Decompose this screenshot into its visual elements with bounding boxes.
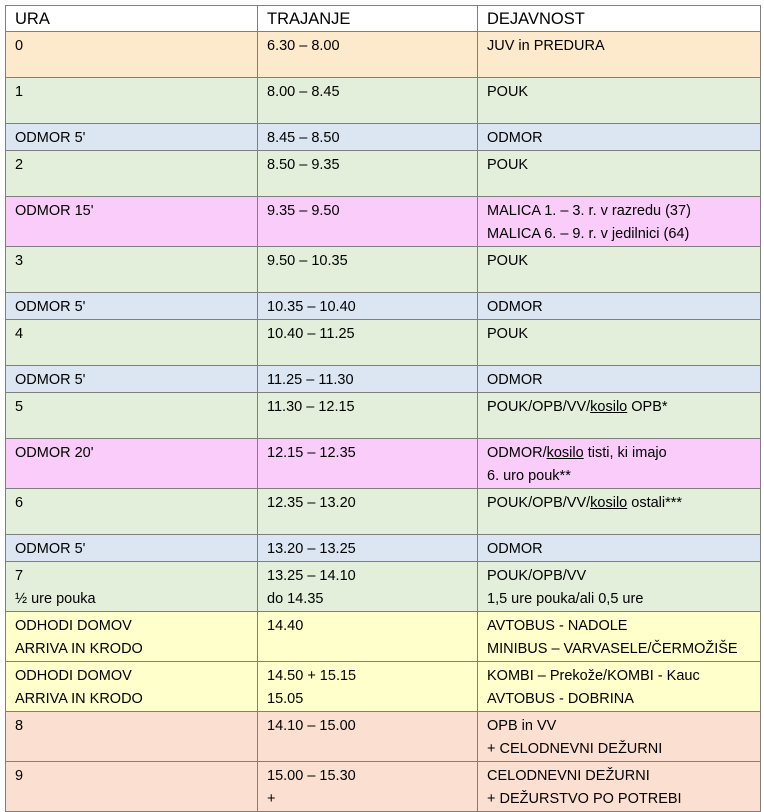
cell-line: 9.50 – 10.35 [267,253,348,269]
table-row [6,439,761,489]
cell-line: POUK [487,326,529,342]
cell-ura [6,151,258,197]
cell-text: ODMOR/ [487,445,547,461]
cell-line: ODMOR 20' [15,445,94,461]
cell-trajanje [258,712,478,762]
cell-trajanje [258,293,478,320]
cell-dejavnost [478,489,761,535]
cell-line: ODMOR [487,130,543,146]
cell-line: 8.00 – 8.45 [267,84,340,100]
cell-line: POUK/OPB/VV [487,568,587,584]
cell-ura [6,612,258,662]
cell-line: 10.35 – 10.40 [267,299,356,315]
cell-line: POUK [487,84,529,100]
cell-dejavnost [478,247,761,293]
cell-trajanje [258,612,478,662]
cell-text: OPB* [627,399,668,415]
cell-line: + [267,791,276,807]
cell-line: 14.10 – 15.00 [267,718,356,734]
cell-line [487,492,760,515]
cell-trajanje [258,393,478,439]
underlined-text: kosilo [546,445,584,461]
cell-text: POUK/OPB/VV/ [487,495,591,511]
cell-ura [6,320,258,366]
table-row [6,366,761,393]
cell-ura [6,662,258,712]
cell-line: 9 [15,768,24,784]
cell-line: ½ ure pouka [15,591,96,607]
table-row [6,489,761,535]
table-row [6,535,761,562]
cell-ura [6,293,258,320]
table-row [6,562,761,612]
cell-dejavnost [478,320,761,366]
cell-line [487,442,760,465]
cell-line: ODMOR 5' [15,372,86,388]
cell-trajanje [258,489,478,535]
table-row [6,78,761,124]
cell-dejavnost [478,562,761,612]
cell-line: MALICA 1. – 3. r. v razredu (37) [487,203,691,219]
cell-trajanje [258,535,478,562]
cell-line: 4 [15,326,24,342]
cell-dejavnost [478,151,761,197]
cell-line: ARRIVA IN KRODO [15,691,143,707]
cell-trajanje [258,197,478,247]
cell-line: 13.20 – 13.25 [267,541,356,557]
cell-ura [6,489,258,535]
table-row [6,662,761,712]
cell-line: ODMOR 5' [15,130,86,146]
cell-line: KOMBI – Prekože/KOMBI - Kauc [487,668,700,684]
table-row [6,293,761,320]
cell-ura [6,439,258,489]
cell-line: ODHODI DOMOV [15,618,132,634]
cell-ura [6,78,258,124]
cell-trajanje [258,562,478,612]
cell-dejavnost [478,662,761,712]
header-dejavnost: DEJAVNOST [478,6,761,32]
header-ura: URA [6,6,258,32]
header-row [6,6,761,32]
cell-dejavnost [478,124,761,151]
table-row [6,247,761,293]
cell-ura [6,712,258,762]
cell-trajanje [258,320,478,366]
cell-line: 14.40 [267,618,304,634]
cell-line [487,396,760,419]
cell-dejavnost [478,32,761,78]
cell-line: ARRIVA IN KRODO [15,641,143,657]
cell-trajanje [258,762,478,812]
cell-line: 0 [15,38,24,54]
table-row [6,151,761,197]
cell-line: CELODNEVNI DEŽURNI [487,768,650,784]
cell-line: 7 [15,568,24,584]
cell-text: ostali*** [627,495,683,511]
cell-line: 10.40 – 11.25 [267,326,355,342]
cell-trajanje [258,78,478,124]
cell-dejavnost [478,78,761,124]
cell-trajanje [258,32,478,78]
cell-line: 2 [15,157,24,173]
cell-dejavnost [478,712,761,762]
cell-ura [6,535,258,562]
cell-text: tisti, ki imajo [583,445,667,461]
cell-line: do 14.35 [267,591,324,607]
cell-ura [6,762,258,812]
cell-line: 1 [15,84,24,100]
cell-text: POUK/OPB/VV/ [487,399,591,415]
cell-line: POUK [487,253,529,269]
cell-line: + CELODNEVNI DEŽURNI [487,741,663,757]
cell-line: 8.50 – 9.35 [267,157,340,173]
cell-line: 12.15 – 12.35 [267,445,356,461]
table-row [6,712,761,762]
cell-line: 6.30 – 8.00 [267,38,340,54]
cell-line: JUV in PREDURA [487,38,605,54]
cell-line: 5 [15,399,24,415]
header-trajanje: TRAJANJE [258,6,478,32]
cell-line: 11.25 – 11.30 [267,372,354,388]
cell-line: AVTOBUS - NADOLE [487,618,628,634]
cell-line: 1,5 ure pouka/ali 0,5 ure [487,591,644,607]
cell-line: 15.05 [267,691,304,707]
cell-ura [6,124,258,151]
cell-line: OPB in VV [487,718,557,734]
cell-line: ODMOR 5' [15,541,86,557]
table-row [6,612,761,662]
cell-ura [6,562,258,612]
table-row [6,124,761,151]
cell-line: MINIBUS – VARVASELE/ČERMOŽIŠE [487,641,738,657]
cell-line: + DEŽURSTVO PO POTREBI [487,791,682,807]
cell-ura [6,197,258,247]
cell-line: 14.50 + 15.15 [267,668,357,684]
table-row [6,197,761,247]
table-row [6,393,761,439]
cell-trajanje [258,247,478,293]
cell-trajanje [258,124,478,151]
cell-line: 3 [15,253,24,269]
cell-line: 6. uro pouk** [487,468,571,484]
schedule-table [5,5,761,812]
table-row [6,320,761,366]
cell-line: ODMOR [487,299,543,315]
underlined-text: kosilo [590,495,628,511]
cell-line: 9.35 – 9.50 [267,203,340,219]
cell-line: ODMOR 5' [15,299,86,315]
cell-ura [6,393,258,439]
cell-line: ODHODI DOMOV [15,668,132,684]
cell-dejavnost [478,197,761,247]
cell-line: ODMOR [487,541,543,557]
cell-line: 11.30 – 12.15 [267,399,355,415]
table-row [6,32,761,78]
cell-line: MALICA 6. – 9. r. v jedilnici (64) [487,226,690,242]
cell-line: 13.25 – 14.10 [267,568,356,584]
cell-trajanje [258,662,478,712]
cell-dejavnost [478,293,761,320]
cell-line: 15.00 – 15.30 [267,768,356,784]
cell-dejavnost [478,535,761,562]
cell-ura [6,366,258,393]
cell-dejavnost [478,439,761,489]
cell-dejavnost [478,393,761,439]
cell-line: ODMOR 15' [15,203,94,219]
table-row [6,762,761,812]
cell-line: POUK [487,157,529,173]
cell-line: ODMOR [487,372,543,388]
cell-trajanje [258,366,478,393]
cell-line: 12.35 – 13.20 [267,495,356,511]
cell-line: 6 [15,495,24,511]
underlined-text: kosilo [590,399,628,415]
cell-dejavnost [478,366,761,393]
cell-dejavnost [478,612,761,662]
cell-dejavnost [478,762,761,812]
cell-ura [6,32,258,78]
cell-trajanje [258,151,478,197]
cell-line: 8.45 – 8.50 [267,130,340,146]
cell-trajanje [258,439,478,489]
cell-ura [6,247,258,293]
cell-line: AVTOBUS - DOBRINA [487,691,634,707]
cell-line: 8 [15,718,24,734]
